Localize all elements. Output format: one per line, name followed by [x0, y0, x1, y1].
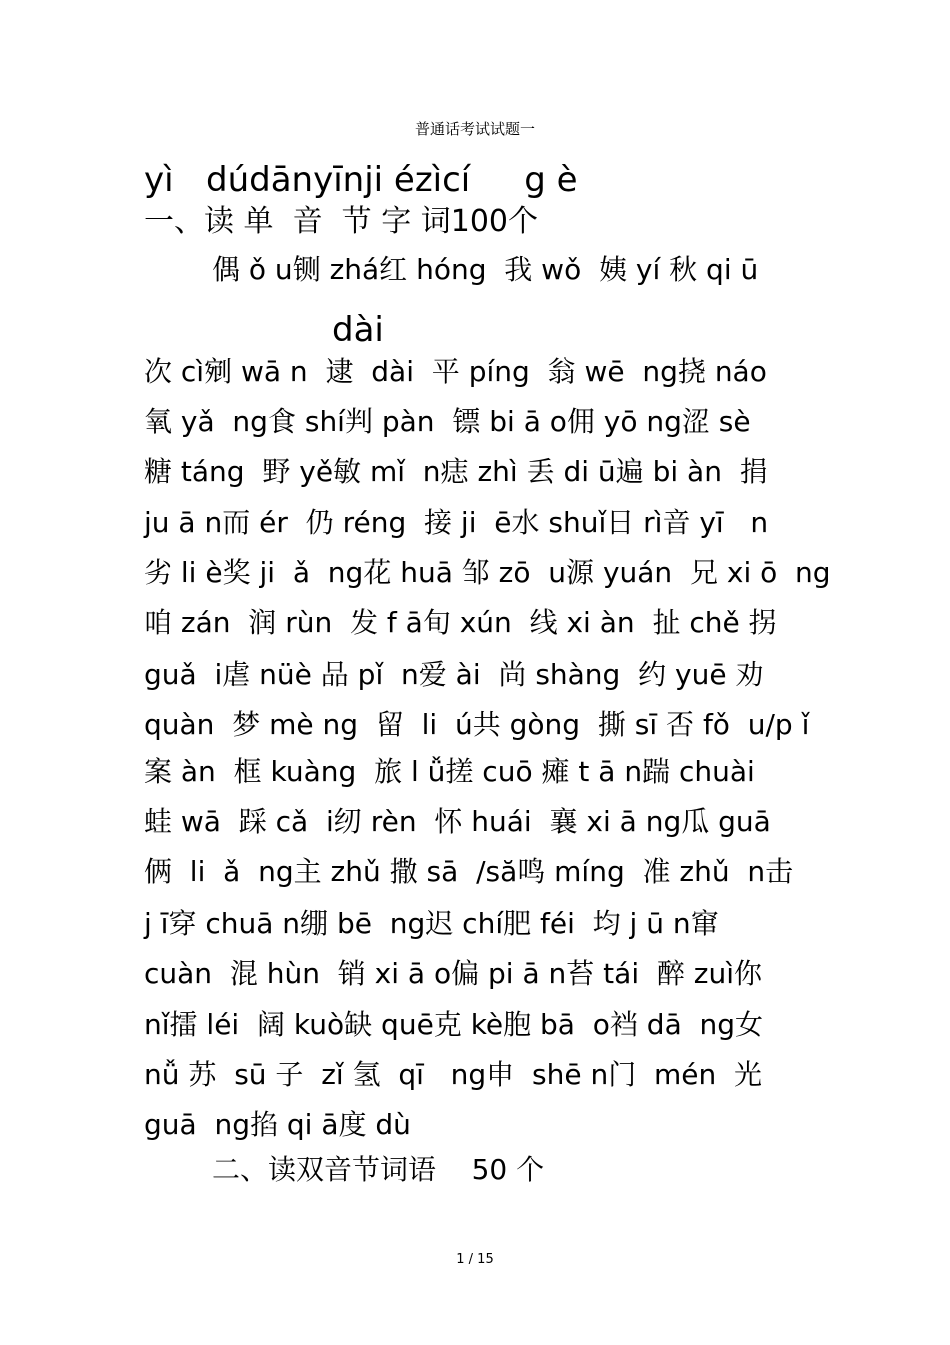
word-row: 糖 táng 野 yě敏 mǐ n痣 zhì 丢 di ū遍 bi àn 捐	[144, 455, 768, 488]
word-row: 次 cì剜 wā n 逮 dài 平 píng 翁 wē ng挠 náo	[144, 355, 767, 388]
word-row: 咱 zán 润 rùn 发 f ā旬 xún 线 xi àn 扯 chě 拐	[144, 606, 777, 639]
word-row: j ī穿 chuā n绷 bē ng迟 chí肥 féi 均 j ū n窜	[144, 907, 719, 940]
word-row: 氧 yǎ ng食 shí判 pàn 镖 bi ā o佣 yō ng涩 sè	[144, 405, 751, 438]
section-one-heading: 一、读 单 音 节 字 词100个	[144, 204, 539, 239]
word-row: ju ā n而 ér 仍 réng 接 ji ē水 shuǐ日 rì音 yī n	[144, 506, 769, 539]
word-row: guā ng掐 qi ā度 dù	[144, 1108, 411, 1141]
word-row-first: 偶 ǒ u铡 zhá红 hóng 我 wǒ 姨 yí 秋 qi ū	[212, 253, 759, 286]
word-row: nǐ擂 léi 阔 kuò缺 quē克 kè胞 bā o裆 dā ng女	[144, 1008, 764, 1041]
word-row: 俩 li ǎ ng主 zhǔ 撒 sā /să鸣 míng 准 zhǔ n击	[144, 855, 794, 888]
pinyin-annotation-dai: dài	[332, 310, 384, 350]
word-row: cuàn 混 hùn 销 xi ā o偏 pi ā n苔 tái 醉 zuì你	[144, 957, 763, 990]
word-row: quàn 梦 mè ng 留 li ú共 gòng 撕 sī 否 fǒ u/p ǐ	[144, 708, 810, 741]
page-title: 普通话考试试题一	[414, 120, 535, 138]
word-row: guǎ i虐 nüè 品 pǐ n爱 ài 尚 shàng 约 yuē 劝	[144, 658, 764, 691]
section-two-heading: 二、读双音节词语 50 个	[212, 1153, 545, 1186]
word-row: 劣 li è奖 ji ǎ ng花 huā 邹 zō u源 yuán 兄 xi ō ng	[144, 556, 831, 589]
page-number: 1 / 15	[456, 1252, 494, 1267]
word-row: nǚ 苏 sū 子 zǐ 氢 qī ng申 shē n门 mén 光	[144, 1058, 763, 1091]
pinyin-annotation-line: yì dúdānyīnji ézìcí g è	[144, 160, 578, 200]
word-row: 蛙 wā 踩 cǎ i纫 rèn 怀 huái 襄 xi ā ng瓜 guā	[144, 805, 771, 838]
word-row: 案 àn 框 kuàng 旅 l ǚ搓 cuō 瘫 t ā n踹 chuài	[144, 755, 755, 788]
